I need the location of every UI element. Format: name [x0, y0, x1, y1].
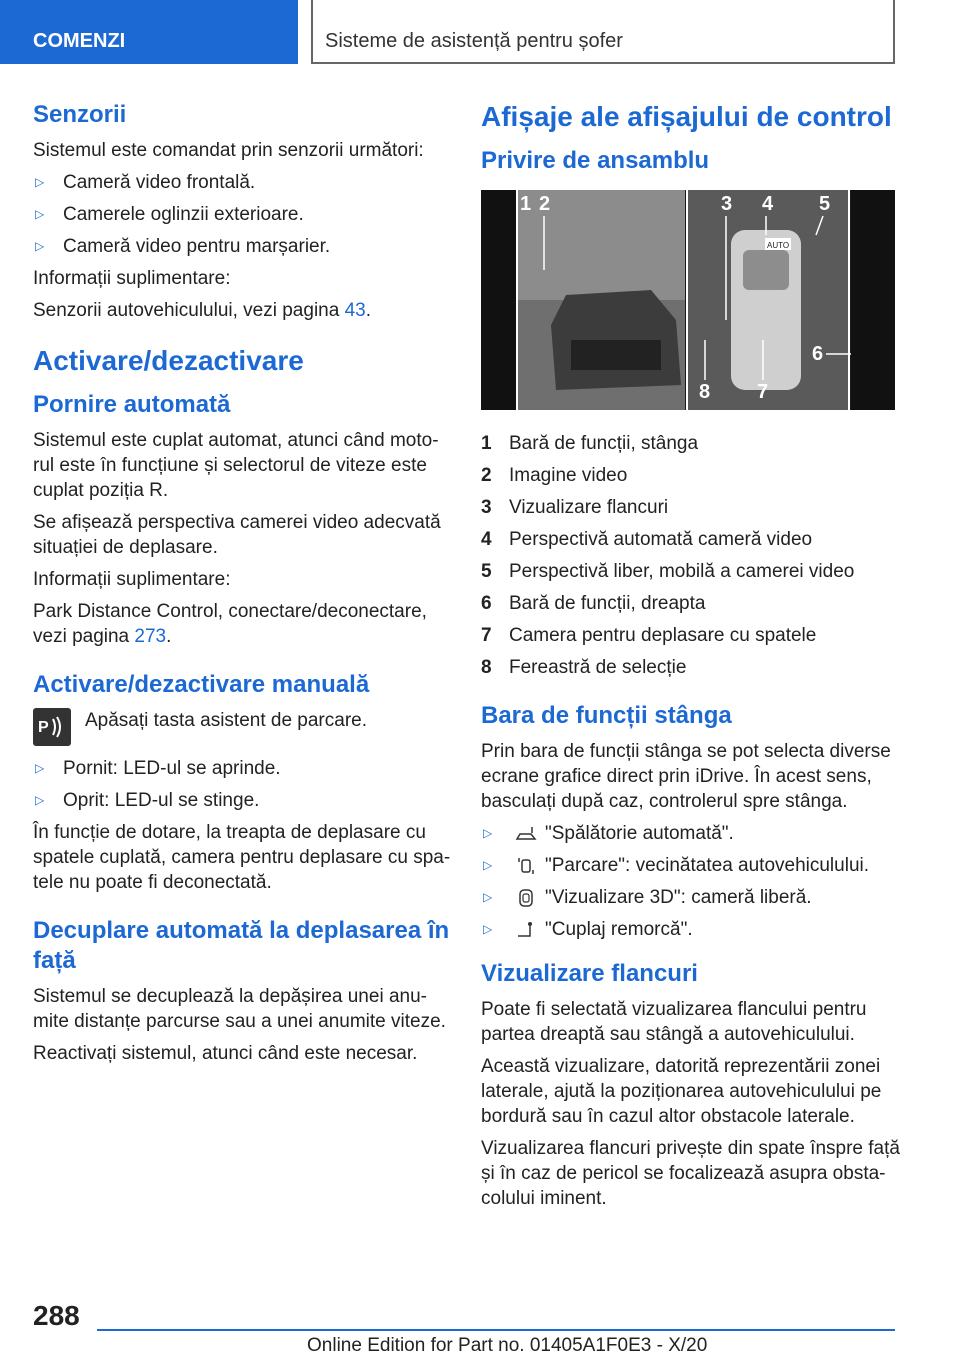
bullet-triangle-icon: ▷ [483, 890, 493, 904]
auto-perspective-paragraph: Se afișează perspectiva camerei video adecvată situației de deplasare. [33, 512, 441, 558]
flank-paragraph-2: Această vizualizare, datorită reprezentării zonei laterale, ajută la poziționarea autovehiculului pe bordură sau în cazul altor obstacole laterale. [481, 1056, 882, 1127]
svg-text:P: P [38, 719, 49, 736]
parking-assistant-key-icon [33, 708, 71, 746]
footer-divider [97, 1329, 895, 1331]
info-label: Informații suplimentare: [33, 569, 231, 590]
legend-item: 4 Perspectivă automată cameră video [481, 529, 813, 550]
leftbar-paragraph: Prin bara de funcții stânga se pot selecta diverse ecrane grafice direct prin iDrive. În acest sens, basculați după caz, controlerul spre stânga. [481, 741, 891, 812]
list-item: ▷ "Vizualizare 3D": cameră liberă. [483, 887, 812, 908]
parking-surroundings-icon [515, 856, 537, 876]
legend-item: 5 Perspectivă liber, mobilă a camerei video [481, 561, 855, 582]
footer-edition: Online Edition for Part no. 01405A1F0E3 - X/20 [307, 1335, 708, 1356]
display-heading: Afișaje ale afișajului de control [481, 101, 892, 132]
trailer-hitch-icon [515, 920, 537, 940]
section-title: Sisteme de asistență pentru șofer [325, 30, 623, 52]
reactivate-paragraph: Reactivați sistemul, atunci când este necesar. [33, 1043, 418, 1064]
pdc-reference: Park Distance Control, conectare/deconectare, vezi pagina 273. [33, 601, 427, 647]
legend-item: 1 Bară de funcții, stânga [481, 433, 699, 454]
list-item: ▷ "Parcare": vecinătatea autovehiculului. [483, 855, 870, 876]
list-item: ▷ Cameră video pentru marșarier. [35, 236, 331, 257]
legend-item: 7 Camera pentru deplasare cu spatele [481, 625, 817, 646]
figure-label-6: 6 [812, 343, 824, 365]
activation-heading: Activare/dezactivare [33, 345, 304, 376]
legend-item: 3 Vizualizare flancuri [481, 497, 669, 518]
list-item: ▷ Cameră video frontală. [35, 172, 256, 193]
figure-label-3: 3 [721, 193, 733, 215]
equipment-paragraph: În funcție de dotare, la treapta de deplasare cu spatele cuplată, camera pentru deplasare cu spa- tele nu poate fi deconectată. [33, 822, 451, 893]
page-number: 288 [33, 1300, 80, 1331]
figure-label-7: 7 [757, 381, 769, 403]
list-item: ▷ "Cuplaj remorcă". [483, 919, 693, 940]
figure-legend [481, 431, 901, 680]
manual-key-text: Apăsați tasta asistent de parcare. [85, 710, 367, 731]
flank-paragraph-3: Vizualizarea flancuri privește din spate înspre față și în caz de pericol se focalizează asupra obsta- colului iminent. [481, 1138, 900, 1209]
bullet-triangle-icon: ▷ [35, 761, 45, 775]
3d-view-icon [515, 888, 537, 908]
figure-label-4: 4 [762, 193, 774, 215]
figure-label-5: 5 [819, 193, 831, 215]
page-link-273[interactable]: 273 [134, 626, 167, 647]
flank-heading: Vizualizare flancuri [481, 960, 698, 987]
bullet-triangle-icon: ▷ [35, 175, 45, 189]
page-link-43[interactable]: 43 [344, 300, 366, 321]
figure-label-1: 1 [520, 193, 532, 215]
right-column [481, 100, 901, 1218]
figure-label-8: 8 [699, 381, 711, 403]
bullet-triangle-icon: ▷ [483, 858, 493, 872]
sensor-reference: Senzorii autovehiculului, vezi pagina 43. [33, 300, 372, 321]
decouple-paragraph: Sistemul se decuplează la depășirea unei anu- mite distanțe parcurse sau a unei anumite viteze. [33, 986, 446, 1032]
senzorii-heading: Senzorii [33, 101, 127, 128]
figure-label-2: 2 [539, 193, 551, 215]
list-item: ▷ Pornit: LED-ul se aprinde. [35, 758, 281, 779]
bullet-triangle-icon: ▷ [483, 922, 493, 936]
info-label: Informații suplimentare: [33, 268, 231, 289]
chapter-tab: COMENZI [0, 0, 298, 64]
senzorii-intro: Sistemul este comandat prin senzorii următori: [33, 140, 424, 161]
left-column [33, 100, 453, 1073]
manual-heading: Activare/dezactivare manuală [33, 671, 370, 698]
flank-paragraph-1: Poate fi selectată vizualizarea flancului pentru partea dreaptă sau stângă a autovehiculului. [481, 999, 867, 1045]
overview-heading: Privire de ansamblu [481, 147, 710, 174]
list-item: ▷ "Spălătorie automată". [483, 823, 734, 844]
legend-item: 6 Bară de funcții, dreapta [481, 593, 706, 614]
legend-item: 8 Fereastră de selecție [481, 657, 687, 678]
bullet-triangle-icon: ▷ [35, 793, 45, 807]
list-item: ▷ Oprit: LED-ul se stinge. [35, 790, 260, 811]
car-wash-icon [515, 824, 537, 844]
bullet-triangle-icon: ▷ [35, 207, 45, 221]
auto-start-heading: Pornire automată [33, 391, 231, 418]
figure-auto-label: AUTO [767, 241, 790, 250]
leftbar-heading: Bara de funcții stânga [481, 702, 732, 729]
camera-display-figure [481, 190, 895, 410]
legend-item: 2 Imagine video [481, 465, 628, 486]
bullet-triangle-icon: ▷ [35, 239, 45, 253]
auto-start-paragraph: Sistemul este cuplat automat, atunci când moto- rul este în funcțiune și selectorul de viteze este cuplat poziția R. [33, 430, 439, 501]
manual-key-row [33, 708, 453, 746]
bullet-triangle-icon: ▷ [483, 826, 493, 840]
decouple-heading: Decuplare automată la deplasarea în față [33, 917, 450, 974]
list-item: ▷ Camerele oglinzii exterioare. [35, 204, 304, 225]
